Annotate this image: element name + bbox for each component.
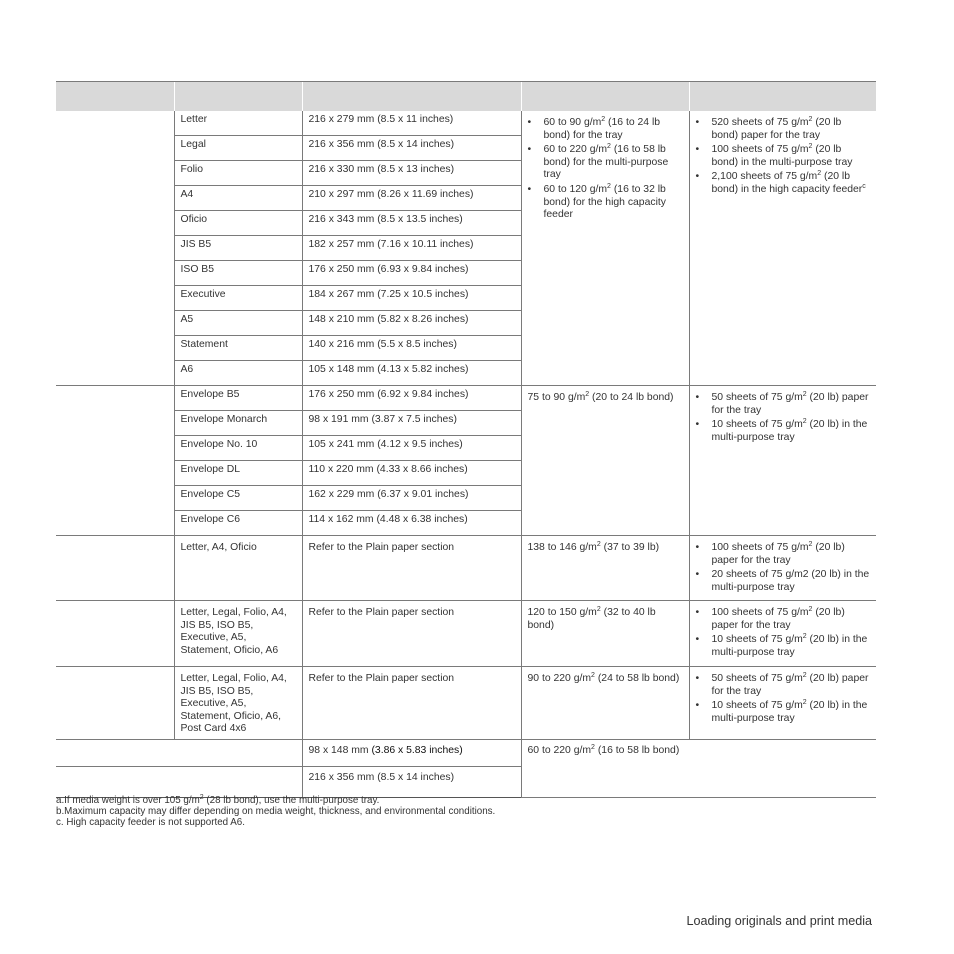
dimension-cell: 105 x 241 mm (4.12 x 9.5 inches): [302, 436, 521, 461]
dimension-cell: 105 x 148 mm (4.13 x 5.82 inches): [302, 361, 521, 386]
list-item: • 2,100 sheets of 75 $g/m^2$ (20 lb bond) in the high capacity feeder$^c$: [696, 171, 871, 196]
table-row: [56, 386, 876, 411]
list-item: • 100 sheets of 75 $g/m^2$ (20 lb bond) in the multi-purpose tray: [696, 144, 871, 169]
size-cell: Envelope DL: [174, 461, 302, 486]
dimension-cell: Refer to the Plain paper section: [302, 601, 521, 667]
size-cell: Executive: [174, 286, 302, 311]
weight-cell: 120 to 150 $g/m^2$ (32 to 40 lb bond): [521, 601, 689, 667]
list-item: • 60 to 90 $g/m^2$ (16 to 24 lb bond) for the tray: [528, 117, 683, 142]
media-type-cell: [56, 111, 174, 386]
footnote-ref: c: [862, 182, 866, 190]
size-cell: Envelope C6: [174, 511, 302, 536]
size-cell: Envelope No. 10: [174, 436, 302, 461]
dimension-cell: 216 x 330 mm (8.5 x 13 inches): [302, 161, 521, 186]
media-type-cell: [56, 601, 174, 667]
list-item: • 10 sheets of 75 $g/m^2$ (20 lb) in the multi-purpose tray: [696, 419, 871, 444]
max-size-label-cell: [56, 766, 302, 797]
list-item: • 20 sheets of 75 g/m2 (20 lb) in the multi-purpose tray: [696, 569, 871, 594]
header-cell-size: [174, 82, 302, 112]
table-header-row: [56, 82, 876, 112]
size-cell: Envelope B5: [174, 386, 302, 411]
size-cell: A4: [174, 186, 302, 211]
dimension-cell: 176 x 250 mm (6.92 x 9.84 inches): [302, 386, 521, 411]
capacity-cell-plain: [689, 111, 876, 386]
dimension-cell: 216 x 356 mm (8.5 x 14 inches): [302, 136, 521, 161]
header-cell-weight: [521, 82, 689, 112]
dimension-cell-max: 216 x 356 mm (8.5 x 14 inches): [302, 766, 521, 797]
footnote-c: c. High capacity feeder is not supported A6.: [56, 817, 245, 828]
size-cell: JIS B5: [174, 236, 302, 261]
size-cell: Letter, Legal, Folio, A4, JIS B5, ISO B5, Executive, A5, Statement, Oficio, A6, Post Card 4x6: [174, 667, 302, 740]
weight-cell: 90 to 220 $g/m^2$ (24 to 58 lb bond): [521, 667, 689, 740]
capacity-cell-envelope: [689, 386, 876, 536]
size-cell: Envelope Monarch: [174, 411, 302, 436]
size-cell: Legal: [174, 136, 302, 161]
dimension-cell: 216 x 279 mm (8.5 x 11 inches): [302, 111, 521, 136]
capacity-cell: [689, 667, 876, 740]
list-item: • 10 sheets of 75 $g/m^2$ (20 lb) in the multi-purpose tray: [696, 700, 871, 725]
dimension-cell: 184 x 267 mm (7.25 x 10.5 inches): [302, 286, 521, 311]
list-item: • 60 to 220 $g/m^2$ (16 to 58 lb bond) for the multi-purpose tray: [528, 144, 683, 182]
dimension-cell: 216 x 343 mm (8.5 x 13.5 inches): [302, 211, 521, 236]
size-cell: Letter, A4, Oficio: [174, 536, 302, 601]
size-cell: ISO B5: [174, 261, 302, 286]
footnotes: [56, 795, 876, 828]
header-cell-capacity: [689, 82, 876, 112]
size-cell: Letter, Legal, Folio, A4, JIS B5, ISO B5, Executive, A5, Statement, Oficio, A6: [174, 601, 302, 667]
dimension-cell: 110 x 220 mm (4.33 x 8.66 inches): [302, 461, 521, 486]
capacity-cell: [689, 536, 876, 601]
dimension-cell: Refer to the Plain paper section: [302, 536, 521, 601]
list-item: • 100 sheets of 75 $g/m^2$ (20 lb) paper for the tray: [696, 542, 871, 567]
size-cell: Oficio: [174, 211, 302, 236]
size-cell: A6: [174, 361, 302, 386]
list-item: • 520 sheets of 75 $g/m^2$ (20 lb bond) paper for the tray: [696, 117, 871, 142]
dimension-cell: Refer to the Plain paper section: [302, 667, 521, 740]
media-type-cell: [56, 667, 174, 740]
weight-cell-plain: [521, 111, 689, 386]
list-item: • 10 sheets of 75 $g/m^2$ (20 lb) in the multi-purpose tray: [696, 634, 871, 659]
list-item: • 100 sheets of 75 $g/m^2$ (20 lb) paper for the tray: [696, 607, 871, 632]
footnote-b: b.Maximum capacity may differ depending on media weight, thickness, and environmental conditions.: [56, 806, 496, 817]
list-item: • 50 sheets of 75 $g/m^2$ (20 lb) paper for the tray: [696, 392, 871, 417]
size-cell: Letter: [174, 111, 302, 136]
size-cell: Folio: [174, 161, 302, 186]
table-row: [56, 667, 876, 740]
table-row: [56, 111, 876, 136]
media-spec-table: [56, 81, 876, 798]
capacity-cell: [689, 601, 876, 667]
media-type-cell: [56, 536, 174, 601]
min-size-label-cell: [56, 739, 302, 766]
dimension-cell: 162 x 229 mm (6.37 x 9.01 inches): [302, 486, 521, 511]
table-row: [56, 739, 876, 766]
dimension-cell: 182 x 257 mm (7.16 x 10.11 inches): [302, 236, 521, 261]
dimension-cell-min: 98 x 148 mm (3.86 x 5.83 inches): [302, 739, 521, 766]
table-row: [56, 601, 876, 667]
dimension-cell: 114 x 162 mm (4.48 x 6.38 inches): [302, 511, 521, 536]
size-cell: A5: [174, 311, 302, 336]
weight-cell-min-max: 60 to 220 $g/m^2$ (16 to 58 lb bond): [521, 739, 876, 797]
size-cell: Statement: [174, 336, 302, 361]
dimension-cell: 210 x 297 mm (8.26 x 11.69 inches): [302, 186, 521, 211]
table-row: [56, 536, 876, 601]
page-footer: Loading originals and print media: [686, 914, 872, 928]
media-type-cell: [56, 386, 174, 536]
header-cell-type: [56, 82, 174, 112]
size-cell: Envelope C5: [174, 486, 302, 511]
dimension-cell: 140 x 216 mm (5.5 x 8.5 inches): [302, 336, 521, 361]
dimension-cell: 98 x 191 mm (3.87 x 7.5 inches): [302, 411, 521, 436]
dimension-cell: 148 x 210 mm (5.82 x 8.26 inches): [302, 311, 521, 336]
list-item: • 50 sheets of 75 $g/m^2$ (20 lb) paper for the tray: [696, 673, 871, 698]
dimension-cell: 176 x 250 mm (6.93 x 9.84 inches): [302, 261, 521, 286]
footnote-a: a.If media weight is over 105 $g/m^2$ (28 lb bond), use the multi-purpose tray.: [56, 794, 380, 806]
weight-cell: 138 to 146 $g/m^2$ (37 to 39 lb): [521, 536, 689, 601]
weight-cell-envelope: 75 to 90 $g/m^2$ (20 to 24 lb bond): [521, 386, 689, 536]
header-cell-dimensions: [302, 82, 521, 112]
list-item: • 60 to 120 $g/m^2$ (16 to 32 lb bond) for the high capacity feeder: [528, 184, 683, 222]
